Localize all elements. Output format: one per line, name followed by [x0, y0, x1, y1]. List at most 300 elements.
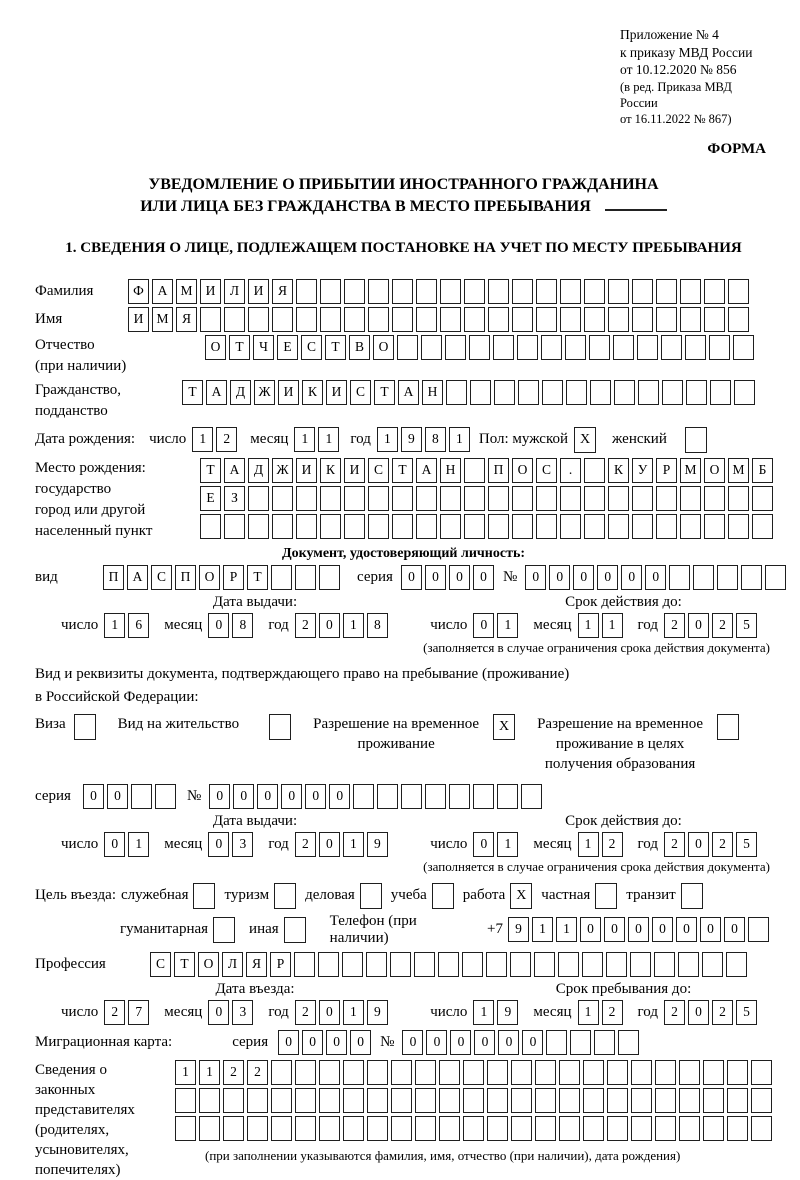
char-cell[interactable]: Р [270, 952, 291, 977]
char-cell[interactable] [570, 1030, 591, 1055]
char-cell[interactable] [414, 952, 435, 977]
char-cell[interactable]: 0 [604, 917, 625, 942]
char-cell[interactable]: 0 [350, 1030, 371, 1055]
char-cell[interactable] [536, 279, 557, 304]
char-cell[interactable]: 0 [402, 1030, 423, 1055]
char-cell[interactable]: А [416, 458, 437, 483]
char-cell[interactable]: 1 [473, 1000, 494, 1025]
char-cell[interactable] [416, 486, 437, 511]
char-cell[interactable] [704, 514, 725, 539]
char-cell[interactable] [487, 1060, 508, 1085]
char-cell[interactable] [559, 1116, 580, 1141]
char-cell[interactable] [343, 1088, 364, 1113]
char-cell[interactable] [392, 307, 413, 332]
char-cell[interactable] [271, 1088, 292, 1113]
char-cell[interactable] [368, 514, 389, 539]
char-cell[interactable]: 0 [319, 832, 340, 857]
char-cell[interactable] [661, 335, 682, 360]
char-cell[interactable]: 1 [497, 613, 518, 638]
char-cell[interactable]: 2 [712, 1000, 733, 1025]
char-cell[interactable]: . [560, 458, 581, 483]
char-cell[interactable] [366, 952, 387, 977]
char-cell[interactable]: 2 [712, 832, 733, 857]
char-cell[interactable]: С [150, 952, 171, 977]
char-cell[interactable]: 0 [645, 565, 666, 590]
char-cell[interactable] [463, 1060, 484, 1085]
char-cell[interactable]: 0 [688, 1000, 709, 1025]
char-cell[interactable]: 1 [294, 427, 315, 452]
char-cell[interactable]: 9 [508, 917, 529, 942]
char-cell[interactable] [726, 952, 747, 977]
char-cell[interactable] [727, 1116, 748, 1141]
char-cell[interactable]: 5 [736, 832, 757, 857]
char-cell[interactable] [342, 952, 363, 977]
char-cell[interactable]: И [344, 458, 365, 483]
char-cell[interactable]: 9 [367, 832, 388, 857]
char-cell[interactable]: 0 [597, 565, 618, 590]
char-cell[interactable] [464, 514, 485, 539]
char-cell[interactable]: О [704, 458, 725, 483]
char-cell[interactable] [224, 514, 245, 539]
char-cell[interactable]: 0 [522, 1030, 543, 1055]
char-cell[interactable]: 0 [549, 565, 570, 590]
char-cell[interactable] [271, 565, 292, 590]
char-cell[interactable]: У [632, 458, 653, 483]
char-cell[interactable] [703, 1116, 724, 1141]
char-cell[interactable] [656, 486, 677, 511]
char-cell[interactable] [344, 486, 365, 511]
char-cell[interactable]: С [350, 380, 371, 405]
char-cell[interactable]: О [512, 458, 533, 483]
char-cell[interactable]: Т [247, 565, 268, 590]
char-cell[interactable] [654, 952, 675, 977]
char-cell[interactable]: 2 [295, 1000, 316, 1025]
char-cell[interactable]: 2 [223, 1060, 244, 1085]
char-cell[interactable]: 0 [425, 565, 446, 590]
char-cell[interactable] [488, 279, 509, 304]
char-cell[interactable] [320, 279, 341, 304]
char-cell[interactable] [464, 307, 485, 332]
char-cell[interactable] [631, 1116, 652, 1141]
char-cell[interactable]: 2 [664, 1000, 685, 1025]
char-cell[interactable]: 0 [473, 613, 494, 638]
gender-female-checkbox[interactable] [685, 427, 707, 453]
char-cell[interactable] [223, 1088, 244, 1113]
char-cell[interactable] [560, 486, 581, 511]
char-cell[interactable] [200, 514, 221, 539]
char-cell[interactable] [606, 952, 627, 977]
char-cell[interactable]: 1 [192, 427, 213, 452]
char-cell[interactable] [521, 784, 542, 809]
char-cell[interactable] [534, 952, 555, 977]
char-cell[interactable] [541, 335, 562, 360]
char-cell[interactable] [704, 279, 725, 304]
char-cell[interactable] [512, 514, 533, 539]
char-cell[interactable]: 2 [216, 427, 237, 452]
char-cell[interactable]: 2 [664, 613, 685, 638]
char-cell[interactable]: 8 [232, 613, 253, 638]
char-cell[interactable]: 0 [700, 917, 721, 942]
char-cell[interactable] [608, 307, 629, 332]
char-cell[interactable] [680, 307, 701, 332]
char-cell[interactable] [693, 565, 714, 590]
char-cell[interactable]: О [205, 335, 226, 360]
char-cell[interactable]: 1 [343, 613, 364, 638]
char-cell[interactable] [487, 1116, 508, 1141]
char-cell[interactable]: 1 [318, 427, 339, 452]
char-cell[interactable]: 2 [104, 1000, 125, 1025]
char-cell[interactable]: 2 [602, 832, 623, 857]
char-cell[interactable] [584, 279, 605, 304]
purpose-other-checkbox[interactable] [284, 917, 306, 943]
char-cell[interactable] [295, 1088, 316, 1113]
char-cell[interactable]: М [680, 458, 701, 483]
char-cell[interactable]: 9 [401, 427, 422, 452]
char-cell[interactable] [344, 307, 365, 332]
char-cell[interactable] [560, 279, 581, 304]
char-cell[interactable] [618, 1030, 639, 1055]
char-cell[interactable]: 1 [532, 917, 553, 942]
char-cell[interactable]: 3 [232, 1000, 253, 1025]
char-cell[interactable]: 2 [247, 1060, 268, 1085]
char-cell[interactable] [199, 1116, 220, 1141]
char-cell[interactable] [439, 1116, 460, 1141]
char-cell[interactable] [272, 514, 293, 539]
char-cell[interactable] [632, 307, 653, 332]
char-cell[interactable] [199, 1088, 220, 1113]
char-cell[interactable]: 0 [724, 917, 745, 942]
char-cell[interactable]: 0 [474, 1030, 495, 1055]
char-cell[interactable]: А [206, 380, 227, 405]
char-cell[interactable]: 0 [426, 1030, 447, 1055]
purpose-business-checkbox[interactable] [360, 883, 382, 909]
char-cell[interactable]: К [608, 458, 629, 483]
char-cell[interactable] [415, 1060, 436, 1085]
char-cell[interactable]: 0 [233, 784, 254, 809]
char-cell[interactable] [728, 486, 749, 511]
char-cell[interactable] [248, 307, 269, 332]
char-cell[interactable] [463, 1116, 484, 1141]
char-cell[interactable] [416, 279, 437, 304]
char-cell[interactable]: Ж [254, 380, 275, 405]
char-cell[interactable]: К [320, 458, 341, 483]
char-cell[interactable]: С [301, 335, 322, 360]
char-cell[interactable]: 1 [104, 613, 125, 638]
char-cell[interactable] [752, 486, 773, 511]
char-cell[interactable]: 0 [401, 565, 422, 590]
char-cell[interactable]: 0 [450, 1030, 471, 1055]
purpose-study-checkbox[interactable] [432, 883, 454, 909]
char-cell[interactable]: И [128, 307, 149, 332]
char-cell[interactable] [655, 1060, 676, 1085]
char-cell[interactable] [512, 307, 533, 332]
char-cell[interactable] [536, 486, 557, 511]
char-cell[interactable] [296, 279, 317, 304]
purpose-tourism-checkbox[interactable] [274, 883, 296, 909]
char-cell[interactable] [583, 1088, 604, 1113]
char-cell[interactable] [656, 307, 677, 332]
char-cell[interactable] [343, 1060, 364, 1085]
char-cell[interactable] [542, 380, 563, 405]
char-cell[interactable]: 3 [232, 832, 253, 857]
char-cell[interactable] [631, 1060, 652, 1085]
char-cell[interactable] [449, 784, 470, 809]
char-cell[interactable]: С [368, 458, 389, 483]
char-cell[interactable] [440, 514, 461, 539]
char-cell[interactable] [686, 380, 707, 405]
char-cell[interactable] [703, 1088, 724, 1113]
char-cell[interactable] [464, 486, 485, 511]
char-cell[interactable] [425, 784, 446, 809]
char-cell[interactable]: 0 [621, 565, 642, 590]
char-cell[interactable]: П [103, 565, 124, 590]
char-cell[interactable]: Т [174, 952, 195, 977]
char-cell[interactable] [353, 784, 374, 809]
char-cell[interactable]: З [224, 486, 245, 511]
char-cell[interactable]: 1 [175, 1060, 196, 1085]
char-cell[interactable] [368, 486, 389, 511]
char-cell[interactable] [517, 335, 538, 360]
char-cell[interactable] [271, 1116, 292, 1141]
residence-permit-checkbox[interactable] [269, 714, 291, 740]
char-cell[interactable]: Т [229, 335, 250, 360]
char-cell[interactable] [702, 952, 723, 977]
char-cell[interactable] [320, 307, 341, 332]
char-cell[interactable]: А [152, 279, 173, 304]
char-cell[interactable] [271, 1060, 292, 1085]
char-cell[interactable] [390, 952, 411, 977]
char-cell[interactable] [439, 1088, 460, 1113]
char-cell[interactable] [440, 307, 461, 332]
char-cell[interactable] [223, 1116, 244, 1141]
char-cell[interactable]: 0 [449, 565, 470, 590]
char-cell[interactable] [224, 307, 245, 332]
char-cell[interactable]: Т [392, 458, 413, 483]
char-cell[interactable] [546, 1030, 567, 1055]
char-cell[interactable] [469, 335, 490, 360]
char-cell[interactable]: Р [223, 565, 244, 590]
char-cell[interactable] [392, 279, 413, 304]
char-cell[interactable] [631, 1088, 652, 1113]
char-cell[interactable]: 5 [736, 1000, 757, 1025]
char-cell[interactable]: 0 [83, 784, 104, 809]
char-cell[interactable]: 0 [525, 565, 546, 590]
char-cell[interactable] [613, 335, 634, 360]
char-cell[interactable] [248, 514, 269, 539]
char-cell[interactable] [497, 784, 518, 809]
char-cell[interactable] [589, 335, 610, 360]
char-cell[interactable] [679, 1116, 700, 1141]
char-cell[interactable]: 0 [473, 565, 494, 590]
char-cell[interactable] [416, 307, 437, 332]
char-cell[interactable] [751, 1060, 772, 1085]
char-cell[interactable] [733, 335, 754, 360]
char-cell[interactable] [741, 565, 762, 590]
char-cell[interactable]: 1 [497, 832, 518, 857]
char-cell[interactable]: И [326, 380, 347, 405]
char-cell[interactable]: Я [272, 279, 293, 304]
char-cell[interactable] [294, 952, 315, 977]
char-cell[interactable]: 2 [664, 832, 685, 857]
char-cell[interactable] [464, 458, 485, 483]
char-cell[interactable] [751, 1116, 772, 1141]
char-cell[interactable] [511, 1088, 532, 1113]
char-cell[interactable]: 1 [578, 832, 599, 857]
char-cell[interactable] [367, 1088, 388, 1113]
char-cell[interactable]: 9 [497, 1000, 518, 1025]
char-cell[interactable] [662, 380, 683, 405]
char-cell[interactable]: 2 [712, 613, 733, 638]
char-cell[interactable]: О [198, 952, 219, 977]
char-cell[interactable] [535, 1060, 556, 1085]
purpose-transit-checkbox[interactable] [681, 883, 703, 909]
char-cell[interactable] [728, 514, 749, 539]
char-cell[interactable] [678, 952, 699, 977]
char-cell[interactable] [751, 1088, 772, 1113]
char-cell[interactable]: 0 [107, 784, 128, 809]
char-cell[interactable] [614, 380, 635, 405]
char-cell[interactable] [680, 486, 701, 511]
char-cell[interactable] [377, 784, 398, 809]
char-cell[interactable]: Ф [128, 279, 149, 304]
char-cell[interactable]: 1 [377, 427, 398, 452]
char-cell[interactable] [440, 486, 461, 511]
char-cell[interactable]: М [176, 279, 197, 304]
char-cell[interactable]: 0 [329, 784, 350, 809]
char-cell[interactable] [344, 279, 365, 304]
char-cell[interactable] [367, 1060, 388, 1085]
char-cell[interactable] [765, 565, 786, 590]
char-cell[interactable]: В [349, 335, 370, 360]
char-cell[interactable] [655, 1116, 676, 1141]
char-cell[interactable]: 0 [319, 1000, 340, 1025]
char-cell[interactable] [679, 1088, 700, 1113]
char-cell[interactable] [560, 514, 581, 539]
char-cell[interactable]: 2 [295, 832, 316, 857]
char-cell[interactable] [155, 784, 176, 809]
char-cell[interactable] [608, 486, 629, 511]
char-cell[interactable]: Я [176, 307, 197, 332]
char-cell[interactable]: Л [224, 279, 245, 304]
char-cell[interactable]: 1 [128, 832, 149, 857]
char-cell[interactable] [560, 307, 581, 332]
char-cell[interactable] [608, 514, 629, 539]
temp-residence-checkbox[interactable]: X [493, 714, 515, 740]
char-cell[interactable]: Ч [253, 335, 274, 360]
char-cell[interactable] [248, 486, 269, 511]
char-cell[interactable] [272, 486, 293, 511]
char-cell[interactable]: 0 [208, 613, 229, 638]
char-cell[interactable] [710, 380, 731, 405]
char-cell[interactable] [680, 514, 701, 539]
char-cell[interactable]: 0 [580, 917, 601, 942]
char-cell[interactable]: Т [200, 458, 221, 483]
char-cell[interactable]: 0 [628, 917, 649, 942]
char-cell[interactable] [368, 307, 389, 332]
char-cell[interactable]: А [398, 380, 419, 405]
char-cell[interactable] [463, 1088, 484, 1113]
char-cell[interactable]: 8 [425, 427, 446, 452]
char-cell[interactable] [669, 565, 690, 590]
char-cell[interactable] [608, 279, 629, 304]
char-cell[interactable] [632, 514, 653, 539]
char-cell[interactable]: С [151, 565, 172, 590]
char-cell[interactable] [446, 380, 467, 405]
char-cell[interactable]: И [200, 279, 221, 304]
char-cell[interactable]: Л [222, 952, 243, 977]
char-cell[interactable] [752, 514, 773, 539]
char-cell[interactable] [319, 565, 340, 590]
char-cell[interactable] [464, 279, 485, 304]
char-cell[interactable] [391, 1088, 412, 1113]
edu-residence-checkbox[interactable] [717, 714, 739, 740]
char-cell[interactable] [727, 1088, 748, 1113]
char-cell[interactable] [319, 1060, 340, 1085]
char-cell[interactable]: 0 [688, 832, 709, 857]
char-cell[interactable]: 0 [305, 784, 326, 809]
char-cell[interactable]: 0 [676, 917, 697, 942]
char-cell[interactable] [511, 1116, 532, 1141]
char-cell[interactable] [680, 279, 701, 304]
purpose-work-checkbox[interactable]: X [510, 883, 532, 909]
char-cell[interactable] [656, 279, 677, 304]
char-cell[interactable] [590, 380, 611, 405]
char-cell[interactable]: 0 [278, 1030, 299, 1055]
char-cell[interactable]: П [488, 458, 509, 483]
char-cell[interactable]: 1 [199, 1060, 220, 1085]
char-cell[interactable]: 0 [319, 613, 340, 638]
char-cell[interactable]: 0 [652, 917, 673, 942]
char-cell[interactable] [535, 1116, 556, 1141]
char-cell[interactable]: 8 [367, 613, 388, 638]
char-cell[interactable]: Т [325, 335, 346, 360]
purpose-private-checkbox[interactable] [595, 883, 617, 909]
char-cell[interactable] [607, 1060, 628, 1085]
char-cell[interactable] [367, 1116, 388, 1141]
char-cell[interactable] [638, 380, 659, 405]
char-cell[interactable] [486, 952, 507, 977]
char-cell[interactable] [518, 380, 539, 405]
char-cell[interactable] [685, 335, 706, 360]
char-cell[interactable] [391, 1060, 412, 1085]
char-cell[interactable]: 0 [208, 1000, 229, 1025]
char-cell[interactable] [511, 1060, 532, 1085]
char-cell[interactable]: М [152, 307, 173, 332]
char-cell[interactable] [559, 1088, 580, 1113]
char-cell[interactable]: С [536, 458, 557, 483]
char-cell[interactable]: 0 [209, 784, 230, 809]
char-cell[interactable]: Н [422, 380, 443, 405]
char-cell[interactable] [594, 1030, 615, 1055]
char-cell[interactable]: М [728, 458, 749, 483]
char-cell[interactable]: Т [374, 380, 395, 405]
char-cell[interactable] [131, 784, 152, 809]
char-cell[interactable] [565, 335, 586, 360]
char-cell[interactable] [470, 380, 491, 405]
char-cell[interactable] [632, 486, 653, 511]
char-cell[interactable] [343, 1116, 364, 1141]
char-cell[interactable] [717, 565, 738, 590]
char-cell[interactable] [421, 335, 442, 360]
char-cell[interactable] [727, 1060, 748, 1085]
char-cell[interactable] [607, 1116, 628, 1141]
char-cell[interactable] [535, 1088, 556, 1113]
gender-male-checkbox[interactable]: X [574, 427, 596, 453]
char-cell[interactable] [728, 307, 749, 332]
purpose-humanitarian-checkbox[interactable] [213, 917, 235, 943]
char-cell[interactable]: 1 [556, 917, 577, 942]
char-cell[interactable] [637, 335, 658, 360]
